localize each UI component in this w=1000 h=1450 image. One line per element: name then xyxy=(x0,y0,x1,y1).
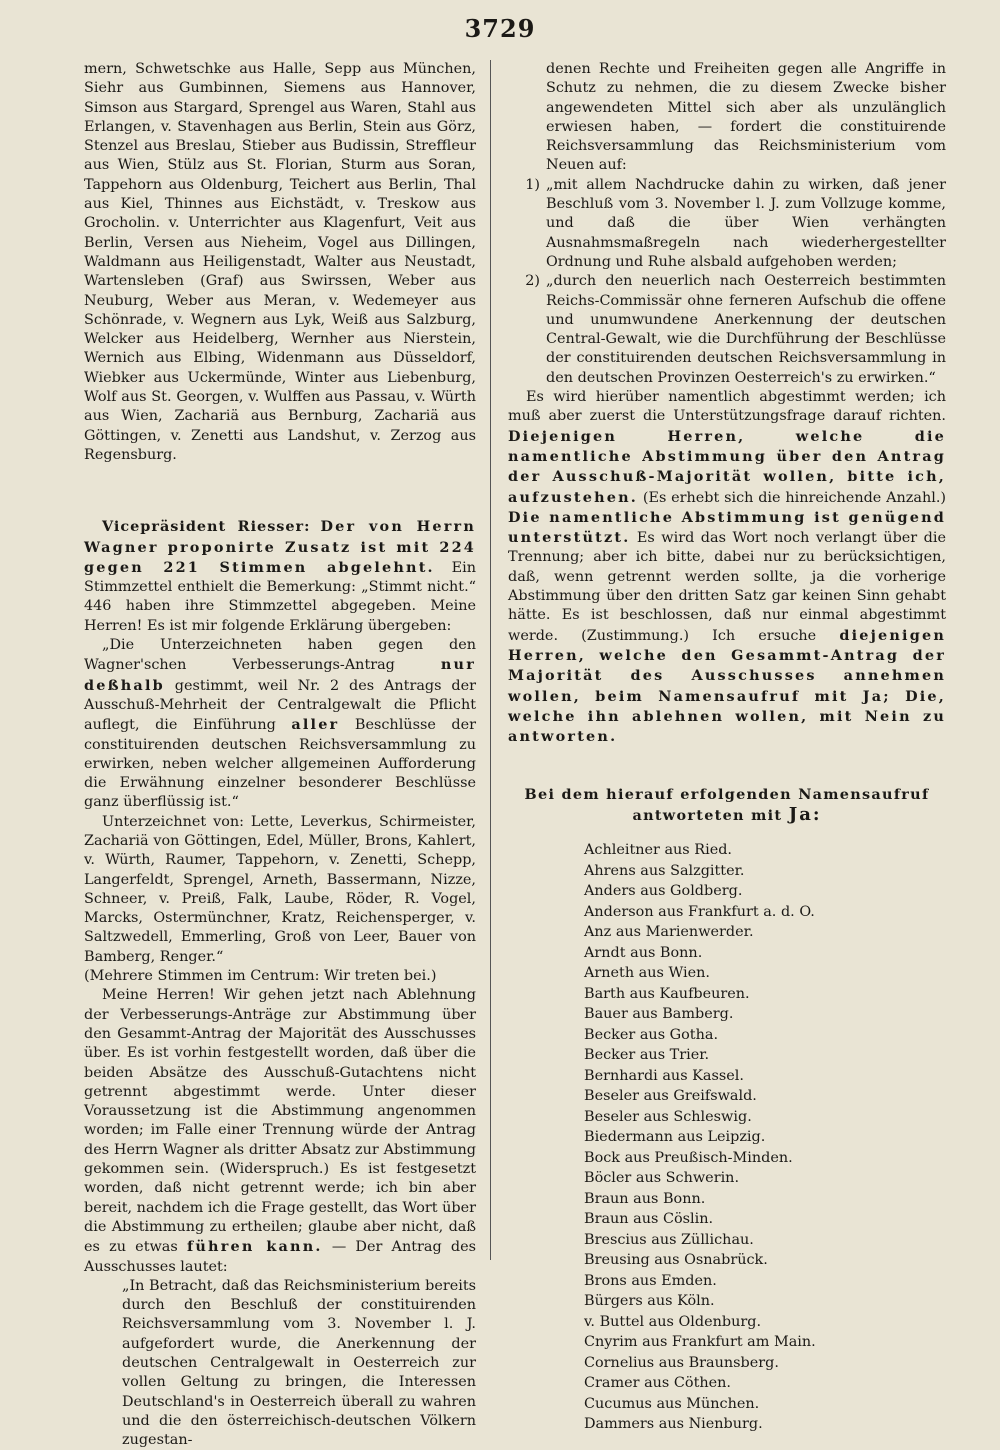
yes-vote-name: Anders aus Goldberg. xyxy=(584,883,743,900)
motion-item xyxy=(508,272,946,388)
roll-call-emphasis-c: diejenigen Herren, welche den Gesammt-Antrag der Majorität des Ausschusses annehmen wollen, beim Namensaufruf mit Ja; Die, welche ihn ablehnen wollen, mit Nein zu antworten. xyxy=(508,626,947,746)
declaration-part-a: „Die Unterzeichneten haben gegen den Wagner'schen Verbesserungs-Antrag xyxy=(84,637,476,674)
yes-vote-name: Achleitner aus Ried. xyxy=(584,842,733,859)
roll-call-emphasis-b: Die namentliche Abstimmung ist genügend unterstützt. xyxy=(508,508,946,547)
motion-item-text: „mit allem Nachdrucke dahin zu wirken, daß jener Beschluß vom 3. November l. J. zum Vollzuge komme, und daß die über Wien verhängten Ausnahmsmaßregeln nach wiederhergestellter Ordnung und Ruhe alsbald aufgehoben werden; xyxy=(546,176,946,270)
left-column xyxy=(84,60,476,1450)
yes-vote-name: Becker aus Gotha. xyxy=(584,1026,719,1043)
vote-result-spaced: Der von Herrn Wagner proponirte Zusatz ist mit 224 gegen 221 Stimmen abgelehnt. xyxy=(84,518,477,576)
page-number: 3729 xyxy=(464,14,536,43)
column-divider xyxy=(490,60,491,1260)
yes-vote-name: Cnyrim aus Frankfurt am Main. xyxy=(584,1334,816,1351)
member-name-list: mern, Schwetschke aus Halle, Sepp aus München, Siehr aus Gumbinnen, Siemens aus Hannover, Simson aus Stargard, Sprengel aus Waren, Stahl aus Erlangen, v. Stavenhagen aus Berlin, Stein aus Görz, Stenzel aus Breslau, Stieber aus Budissin, Streffleur aus Wien, Stülz aus St. Florian, Sturm aus Soran, Tappehorn aus Oldenburg, Teichert aus Berlin, Thal aus Kiel, Thinnes aus Eichstädt, v. Treskow aus Grocholin. v. Unterrichter aus Klagenfurt, Veit aus Berlin, Versen aus Nieheim, Vogel aus Dillingen, Waldmann aus Heiligenstadt, Walter aus Neustadt, Wartensleben (Graf) aus Swirssen, Weber aus Neuburg, Weber aus Meran, v. Wedemeyer aus Schönrade, v. Wegnern aus Lyk, Weiß aus Salzburg, Welcker aus Heidelberg, Wernher aus Nierstein, Wernich aus Elbing, Widenmann aus Düsseldorf, Wiebker aus Uckermünde, Winter aus Liebenburg, Wolf aus St. Georgen, v. Wulffen aus Passau, v. Würth aus Wien, Zachariä aus Bernburg, Zachariä aus Göttingen, v. Zenetti aus Landshut, v. Zerzog aus Regensburg. xyxy=(84,61,476,463)
committee-motion-start: „In Betracht, daß das Reichsministerium bereits durch den Beschluß der constituirenden Reichsversammlung vom 3. November l. J. aufgefordert wurde, die Anerkennung der deutschen Centralgewalt in Oesterreich zur vollen Geltung zu bringen, die Interessen Deutschland's in Oesterreich überall zu wahren und die den österreichisch-deutschen Völkern zugestan- xyxy=(122,1277,476,1449)
yes-vote-name: Breusing aus Osnabrück. xyxy=(584,1252,768,1269)
procedure-paragraph xyxy=(84,986,476,1276)
committee-motion-continued: denen Rechte und Freiheiten gegen alle Angriffe in Schutz zu nehmen, die zu diesem Zwecke bisher angewendeten Mittel sich aber als unzulänglich erwiesen haben, — fordert die constituirende Reichsversammlung das Reichsministerium vom Neuen auf: xyxy=(546,61,946,174)
yes-vote-name: Beseler aus Schleswig. xyxy=(584,1108,752,1125)
vote-heading xyxy=(508,785,946,826)
yes-vote-name: Bernhardi aus Kassel. xyxy=(584,1067,744,1084)
yes-vote-name: Arndt aus Bonn. xyxy=(584,944,703,961)
yes-vote-name: Biedermann aus Leipzig. xyxy=(584,1129,766,1146)
yes-vote-name: Bock aus Preußisch-Minden. xyxy=(584,1149,793,1166)
signatories: Unterzeichnet von: Lette, Leverkus, Schirmeister, Zachariä von Göttingen, Edel, Müller, Brons, Kahlert, v. Würth, Raumer, Tappehorn, v. Zenetti, Schepp, Langerfeldt, Sprengel, Arneth, Bassermann, Nizze, Schneer, v. Preiß, Falk, Laube, Röder, R. Vogel, Marcks, Ostermünchner, Kratz, Reichensperger, v. Saltzwedell, Emmerling, Groß von Leer, Bauer von Bamberg, Renger.“ xyxy=(84,813,476,965)
motion-item xyxy=(508,176,946,272)
yes-vote-name: Becker aus Trier. xyxy=(584,1047,710,1064)
yes-vote-name: Cramer aus Cöthen. xyxy=(584,1375,731,1392)
yes-vote-name: Barth aus Kaufbeuren. xyxy=(584,985,750,1002)
yes-votes-list xyxy=(508,840,946,1435)
roll-call-paragraph xyxy=(508,388,946,747)
yes-vote-name: Anz aus Marienwerder. xyxy=(584,924,754,941)
roll-call-text-b: (Es erhebt sich die hinreichende Anzahl.) xyxy=(642,489,947,506)
yes-vote-name: Dammers aus Nienburg. xyxy=(584,1416,763,1433)
vote-heading-text: Bei dem hierauf erfolgenden Namensaufruf antworteten mit xyxy=(524,786,930,825)
vote-result-rest: Ein Stimmzettel enthielt die Bemerkung: „Stimmt nicht.“ 446 haben ihre Stimmzettel abgegeben. Meine Herren! Es ist mir folgende Erklärung übergeben: xyxy=(84,559,476,634)
motion-item-number: 1) xyxy=(525,176,540,193)
motion-item-number: 2) xyxy=(525,273,540,290)
yes-vote-name: Ahrens aus Salzgitter. xyxy=(584,862,745,879)
yes-vote-name: Cucumus aus München. xyxy=(584,1395,760,1412)
yes-vote-name: v. Buttel aus Oldenburg. xyxy=(584,1313,762,1330)
yes-vote-name: Anderson aus Frankfurt a. d. O. xyxy=(584,903,815,920)
procedure-text: Meine Herren! Wir gehen jetzt nach Ablehnung der Verbesserungs-Anträge zur Abstimmung über den Gesammt-Antrag der Majorität des Ausschusses über. Es ist vorhin festgestellt worden, daß über die beiden Absätze des Ausschuß-Gutachtens nicht getrennt abgestimmt werde. Unter dieser Voraussetzung ist die Abstimmung angenommen worden; im Falle einer Trennung würde der Antrag des Herrn Wagner als dritter Absatz zur Abstimmung gekommen sein. (Widerspruch.) Es ist festgesetzt worden, daß nicht getrennt werde; ich bin aber bereit, nachdem ich die Frage gestellt, das Wort über die Abstimmung zu ertheilen; glaube aber nicht, daß es zu etwas xyxy=(84,987,476,1256)
yes-vote-name: Braun aus Bonn. xyxy=(584,1190,706,1207)
yes-vote-name: Brescius aus Züllichau. xyxy=(584,1231,754,1248)
vote-word-ja: Ja: xyxy=(788,804,822,826)
motion-item-text: „durch den neuerlich nach Oesterreich bestimmten Reichs-Commissär ohne ferneren Aufschub die offene und unumwundene Anerkennung der deutschen Central-Gewalt, wie die Durchführung der Beschlüsse der constituirenden deutschen Reichsversammlung in den deutschen Provinzen Oesterreich's zu erwirken.“ xyxy=(546,273,946,386)
right-column xyxy=(508,60,946,1435)
interjection: (Mehrere Stimmen im Centrum: Wir treten bei.) xyxy=(84,968,437,985)
yes-vote-name: Arneth aus Wien. xyxy=(584,965,710,982)
roll-call-text-c: Es wird das Wort noch verlangt über die Trennung; aber ich bitte, dabei nur zu berücksichtigen, daß, wenn getrennt werden sollte, ja die vorherige Abstimmung über den dritten Satz gar keinen Sinn gehabt hätte. Es ist beschlossen, daß nur einmal abgestimmt werde. (Zustimmung.) Ich ersuche xyxy=(508,530,946,644)
declaration-part-b: gestimmt, weil Nr. 2 des Antrags der Ausschuß-Mehrheit der Centralgewalt die Pflicht auflegt, die Einführung xyxy=(84,677,476,734)
speaker-name: Vicepräsident Riesser: xyxy=(102,518,311,536)
declaration-quote xyxy=(84,636,476,813)
procedure-text-end: — Der Antrag des Ausschusses lautet: xyxy=(84,1239,477,1275)
yes-vote-name: Bürgers aus Köln. xyxy=(584,1293,715,1310)
yes-vote-name: Böcler aus Schwerin. xyxy=(584,1170,740,1187)
yes-vote-name: Beseler aus Greifswald. xyxy=(584,1088,757,1105)
procedure-emphasis: führen kann. xyxy=(186,1238,323,1256)
yes-vote-name: Cornelius aus Braunsberg. xyxy=(584,1354,779,1371)
roll-call-emphasis-a: Diejenigen Herren, welche die namentliche Abstimmung über den Antrag der Ausschuß-Majorität wollen, bitte ich, aufzustehen. xyxy=(508,427,946,506)
yes-vote-name: Braun aus Cöslin. xyxy=(584,1211,714,1228)
yes-vote-name: Brons aus Emden. xyxy=(584,1272,717,1289)
vice-president-statement xyxy=(84,517,476,636)
roll-call-text-a: Es wird hierüber namentlich abgestimmt werden; ich muß aber zuerst die Unterstützungsfrage darauf richten. xyxy=(508,389,946,425)
declaration-emphasis-2: aller xyxy=(291,716,340,734)
declaration-part-c: Beschlüsse der constituirenden deutschen Reichsversammlung zu erwirken, neben welcher allgemeinen Aufforderung die Erwähnung einzelner besonderer Beschlüsse ganz überflüssig ist.“ xyxy=(84,717,476,811)
declaration-emphasis: nur deßhalb xyxy=(84,656,476,694)
yes-vote-name: Bauer aus Bamberg. xyxy=(584,1006,734,1023)
